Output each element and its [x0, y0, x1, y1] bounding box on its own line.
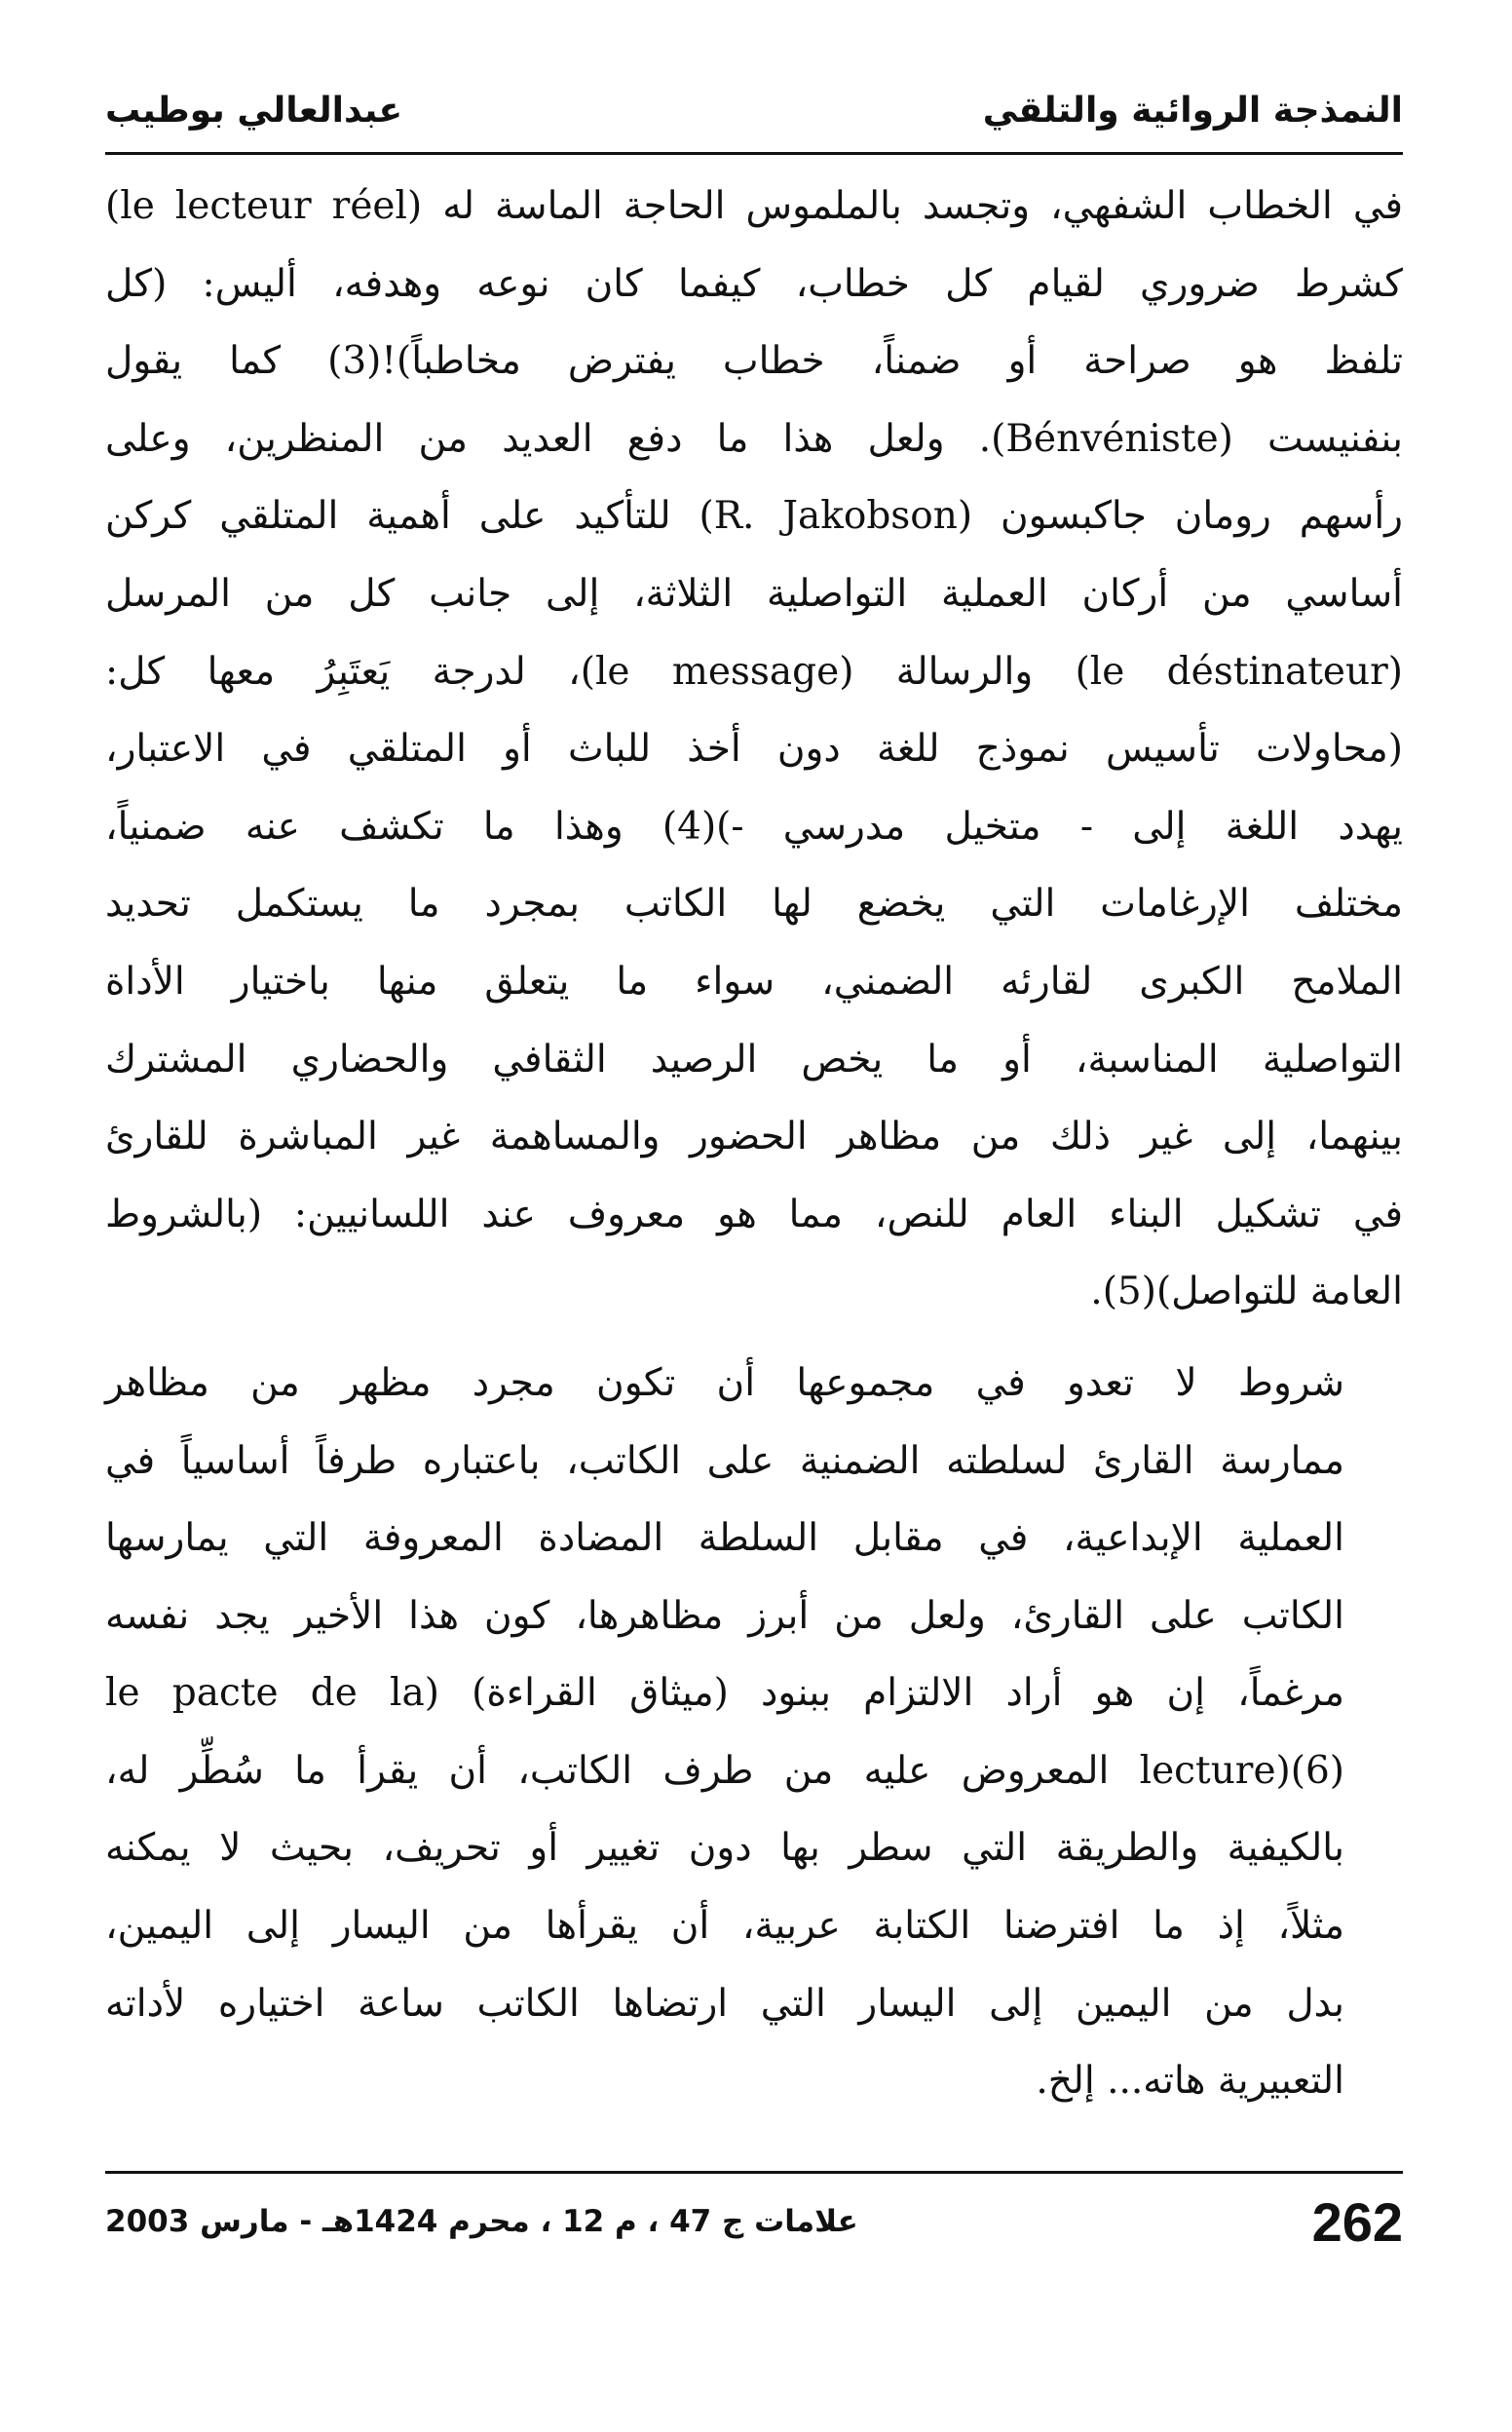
body-text	[105, 168, 1403, 2120]
text-line: التواصلية المناسبة، أو ما يخص الرصيد الثقافي والحضاري المشترك	[105, 1037, 1403, 1082]
text-line: العامة للتواصل)(5).	[1090, 1270, 1403, 1314]
text-line: شروط لا تعدو في مجموعها أن تكون مجرد مظهر من مظاهر	[105, 1360, 1344, 1405]
text-line: (le déstinateur) والرسالة (le message)، لدرجة يَعتَبِرُ معها كل:	[105, 649, 1403, 694]
text-line: الكاتب على القارئ، ولعل من أبرز مظاهرها، كون هذا الأخير يجد نفسه	[105, 1593, 1344, 1638]
header-title: النمذجة الروائية والتلقي	[982, 90, 1403, 131]
page-number: 262	[1311, 2190, 1403, 2253]
text-line: رأسهم رومان جاكبسون (R. Jakobson) للتأكيد على أهمية المتلقي كركن	[105, 494, 1404, 539]
text-line: بنفنيست (Bénvéniste). ولعل هذا ما دفع العديد من المنظرين، وعلى	[105, 416, 1404, 461]
text-line: مرغماً، إن هو أراد الالتزام ببنود (ميثاق القراءة) (le pacte de la	[105, 1671, 1345, 1716]
text-line: بينهما، إلى غير ذلك من مظاهر الحضور والمساهمة غير المباشرة للقارئ	[105, 1115, 1403, 1159]
text-line: (محاولات تأسيس نموذج للغة دون أخذ للباث أو المتلقي في الاعتبار،	[105, 727, 1403, 772]
text-line: في تشكيل البناء العام للنص، مما هو معروف عند اللسانيين: (بالشروط	[105, 1192, 1403, 1236]
running-header	[105, 76, 1403, 144]
text-line: بدل من اليمين إلى اليسار التي ارتضاها الكاتب ساعة اختياره لأداته	[105, 1981, 1344, 2026]
text-line: مثلاً، إذ ما افترضنا الكتابة عربية، أن يقرأها من اليسار إلى اليمين،	[105, 1904, 1344, 1949]
text-line: يهدد اللغة إلى - متخيل مدرسي -)(4) وهذا ما تكشف عنه ضمنياً،	[105, 804, 1403, 849]
text-line: كشرط ضروري لقيام كل خطاب، كيفما كان نوعه وهدفه، أليس: (كل	[105, 261, 1403, 306]
footer-rule	[105, 2171, 1403, 2174]
text-line: مختلف الإرغامات التي يخضع لها الكاتب بمجرد ما يستكمل تحديد	[105, 882, 1403, 927]
text-line: تلفظ هو صراحة أو ضمناً، خطاب يفترض مخاطباً)!(3) كما يقول	[105, 339, 1403, 384]
text-line: ممارسة القارئ لسلطته الضمنية على الكاتب، باعتباره طرفاً أساسياً في	[105, 1438, 1344, 1483]
text-line: (le lecteur réel) في الخطاب الشفهي، وتجسد بالملموس الحاجة الماسة له	[105, 184, 1403, 228]
text-line: بالكيفية والطريقة التي سطر بها دون تغيير أو تحريف، بحيث لا يمكنه	[105, 1826, 1344, 1871]
text-line: العملية الإبداعية، في مقابل السلطة المضادة المعروفة التي يمارسها	[105, 1516, 1344, 1561]
journal-citation: علامات ج 47 ، م 12 ، محرم 1424هـ - مارس 2003	[105, 2204, 858, 2239]
header-author: عبدالعالي بوطيب	[105, 90, 403, 131]
text-line: أساسي من أركان العملية التواصلية الثلاثة، إلى جانب كل من المرسل	[105, 571, 1403, 616]
text-line: التعبيرية هاته... إلخ.	[1036, 2059, 1344, 2104]
text-line: lecture)(6) المعروض عليه من طرف الكاتب، أن يقرأ ما سُطِّر له،	[105, 1748, 1344, 1793]
book-page	[105, 58, 1403, 2377]
paragraph-2	[105, 1345, 1403, 2120]
text-line: الملامح الكبرى لقارئه الضمني، سواء ما يتعلق منها باختيار الأداة	[105, 959, 1403, 1004]
header-rule	[105, 152, 1403, 155]
paragraph-1	[105, 168, 1403, 1331]
running-footer	[105, 2183, 1403, 2261]
